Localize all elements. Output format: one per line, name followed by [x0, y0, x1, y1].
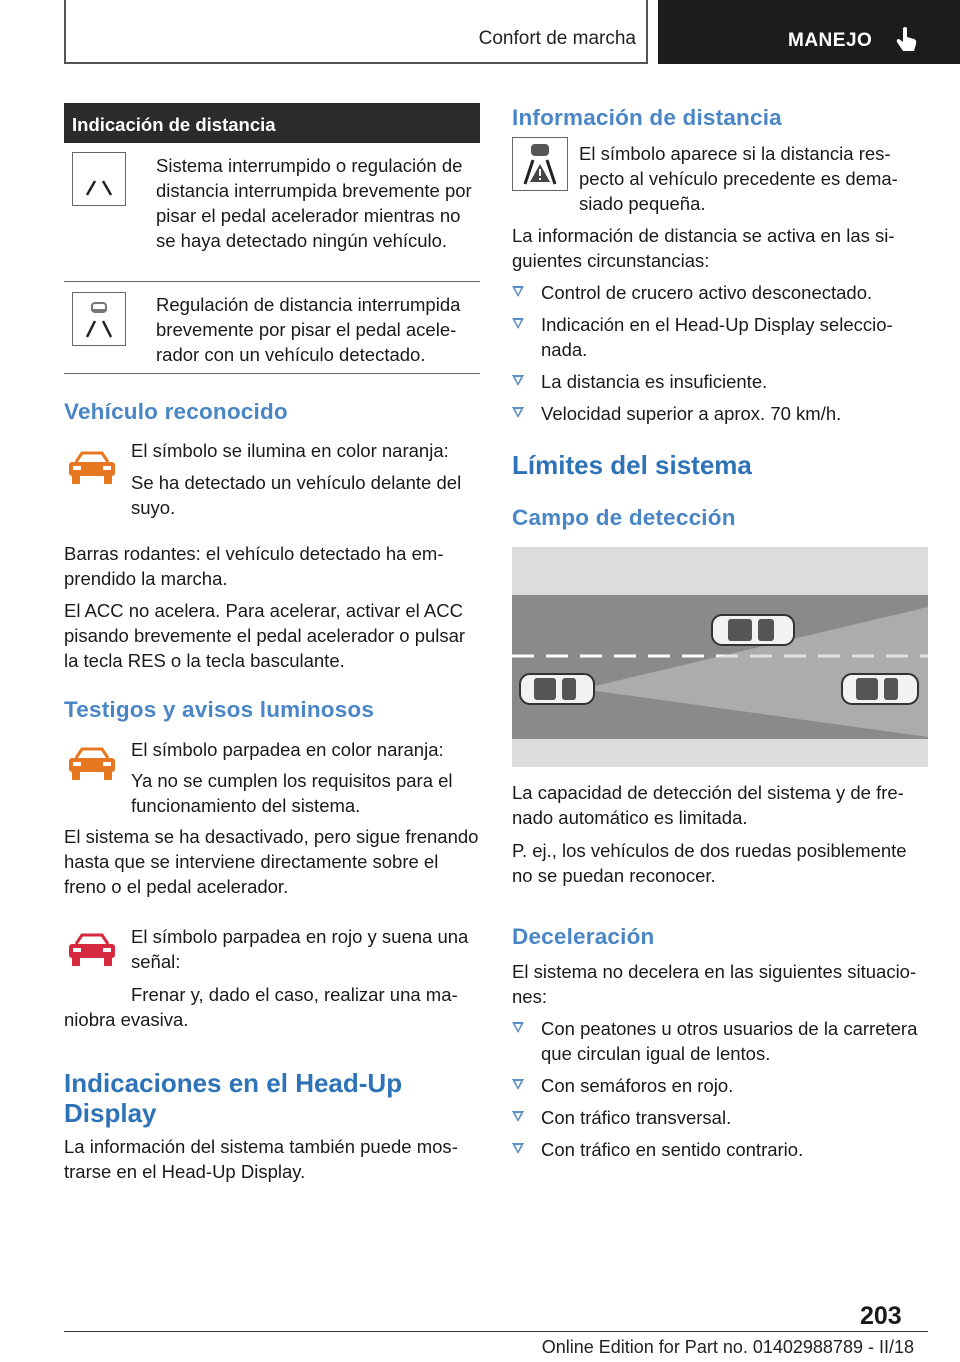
car-orange-icon [64, 744, 120, 786]
list-item: Control de crucero activo desconectado. [512, 280, 928, 305]
list-item: Con tráfico en sentido contrario. [512, 1137, 928, 1162]
detection-field-heading: Campo de detección [512, 505, 736, 530]
section-title: Confort de marcha [478, 28, 636, 49]
warnings-orange-text2: Ya no se cumplen los requisitos para el funcionamiento del sistema. [131, 770, 453, 816]
limits-paragraph1: La capacidad de detección del sistema y de frenado automático es limitada. [512, 782, 904, 828]
triangle-bullet-icon [512, 318, 524, 329]
vehicle-icon-text1: El símbolo se ilumina en color naranja: [131, 440, 449, 461]
deceleration-heading: Deceleración [512, 924, 655, 949]
distance-info-heading: Información de distancia [512, 105, 782, 130]
triangle-bullet-icon [512, 1079, 524, 1090]
deceleration-paragraph: El sistema no decelera en las siguientes situaciones: [512, 961, 917, 1007]
detection-field-illustration [512, 547, 928, 767]
edition-text: Online Edition for Part no. 01402988789 - II/18 [541, 1337, 914, 1357]
list-item: Con tráfico transversal. [512, 1105, 928, 1130]
triangle-bullet-icon [512, 407, 524, 418]
car-orange-icon [64, 448, 120, 490]
list-item: Con semáforos en rojo. [512, 1073, 928, 1098]
table-row [64, 143, 480, 282]
distance-info-paragraph: La información de distancia se activa en las siguientes circunstancias: [512, 225, 895, 271]
deceleration-list [512, 1016, 928, 1169]
table-row [64, 281, 480, 374]
hand-pointer-icon [896, 26, 918, 54]
hud-heading: Indicaciones en el Head-Up Display [64, 1068, 403, 1128]
warnings-orange-text1: El símbolo parpadea en color naranja: [131, 739, 444, 760]
triangle-bullet-icon [512, 1111, 524, 1122]
chapter-tab [658, 0, 960, 64]
limits-paragraph2: P. ej., los vehículos de dos ruedas posiblemente no se puedan reconocer. [512, 840, 907, 886]
list-item: Con peatones u otros usuarios de la carretera que circulan igual de lentos. [512, 1016, 928, 1066]
warnings-red-text1: El símbolo parpadea en rojo y suena una señal: [131, 926, 469, 972]
distance-bars-car-icon [72, 292, 126, 346]
table-row-text: Sistema interrumpido o regulación de distancia interrumpida brevemente por pisar el pedal acelerador mientras no se haya detectado ningún vehículo. [156, 155, 472, 251]
table-header: Indicación de distancia [64, 103, 480, 143]
hud-paragraph: La información del sistema también puede mostrarse en el Head-Up Display. [64, 1136, 458, 1182]
list-item: Indicación en el Head-Up Display seleccionada. [512, 312, 928, 362]
distance-warning-icon [512, 137, 568, 191]
chapter-tab-label: MANEJO [788, 30, 873, 51]
triangle-bullet-icon [512, 1143, 524, 1154]
warnings-paragraph1: El sistema se ha desactivado, pero sigue frenando hasta que se interviene directamente sobre el freno o el pedal acelerador. [64, 826, 479, 897]
car-top-view-icon [520, 674, 594, 704]
distance-info-list [512, 280, 928, 433]
limits-heading: Límites del sistema [512, 450, 752, 480]
list-item: Velocidad superior a aprox. 70 km/h. [512, 401, 928, 426]
car-top-view-icon [712, 615, 794, 645]
vehicle-heading: Vehículo reconocido [64, 399, 288, 424]
car-red-icon [64, 930, 120, 972]
vehicle-icon-text2: Se ha detectado un vehículo delante del suyo. [131, 472, 462, 518]
triangle-bullet-icon [512, 286, 524, 297]
vehicle-paragraph1: Barras rodantes: el vehículo detectado ha emprendido la marcha. [64, 543, 444, 589]
footer-divider [64, 1331, 928, 1332]
table-row-text: Regulación de distancia interrumpida brevemente por pisar el pedal acelerador con un vehículo detectado. [156, 294, 461, 365]
triangle-bullet-icon [512, 1022, 524, 1033]
distance-bars-icon [72, 152, 126, 206]
warnings-red-text2: Frenar y, dado el caso, realizar una maniobra evasiva. [64, 984, 458, 1030]
triangle-bullet-icon [512, 375, 524, 386]
warnings-heading: Testigos y avisos luminosos [64, 697, 375, 722]
car-top-view-icon [842, 674, 918, 704]
list-item: La distancia es insuficiente. [512, 369, 928, 394]
page-number: 203 [860, 1302, 902, 1330]
vehicle-paragraph2: El ACC no acelera. Para acelerar, activar el ACC pisando brevemente el pedal acelerador o pulsar la tecla RES o la tecla basculante. [64, 600, 466, 671]
distance-info-icon-text: El símbolo aparece si la distancia respecto al vehículo precedente es demasiado pequeña. [579, 143, 898, 214]
